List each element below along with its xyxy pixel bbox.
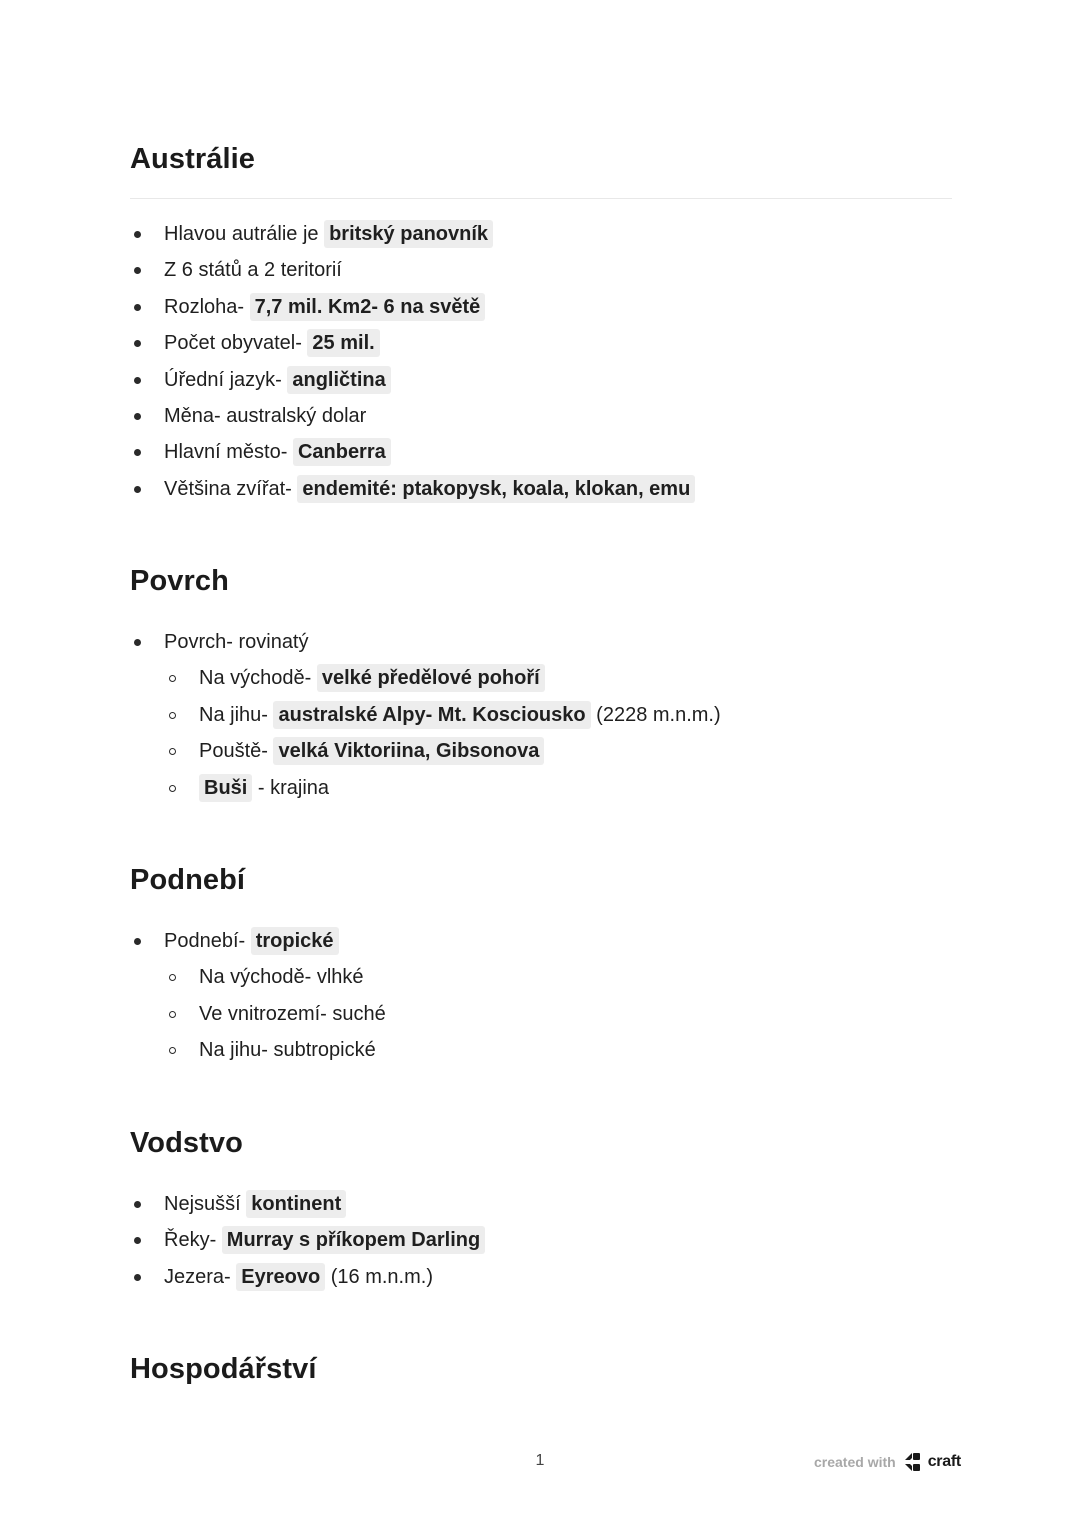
bullet-dot-icon bbox=[134, 377, 141, 384]
highlight: 25 mil. bbox=[307, 329, 379, 357]
list-item: Úřední jazyk- angličtina bbox=[130, 362, 952, 398]
page-number: 1 bbox=[535, 1452, 545, 1469]
highlight: australské Alpy- Mt. Kosciousko bbox=[273, 701, 590, 729]
list-item: Z 6 států a 2 teritorií bbox=[130, 252, 952, 288]
bullet-ring-icon bbox=[169, 785, 176, 792]
highlight: kontinent bbox=[246, 1190, 346, 1218]
highlight: angličtina bbox=[287, 366, 390, 394]
bullet-dot-icon bbox=[134, 486, 141, 493]
list-subitem: Na východě- velké předělové pohoří bbox=[130, 660, 952, 696]
list-item: Jezera- Eyreovo (16 m.n.m.) bbox=[130, 1259, 952, 1295]
list-item: Měna- australský dolar bbox=[130, 398, 952, 434]
bullet-ring-icon bbox=[169, 974, 176, 981]
highlight: britský panovník bbox=[324, 220, 493, 248]
list-subitem: Ve vnitrozemí- suché bbox=[130, 996, 952, 1032]
title-divider bbox=[130, 198, 952, 199]
highlight: velké předělové pohoří bbox=[317, 664, 545, 692]
created-with-craft-badge[interactable] bbox=[814, 1451, 961, 1473]
list-item: Povrch- rovinatý bbox=[130, 624, 952, 660]
list-podnebi bbox=[130, 923, 952, 1069]
bullet-dot-icon bbox=[134, 231, 141, 238]
bullet-dot-icon bbox=[134, 1201, 141, 1208]
list-subitem: Pouště- velká Viktoriina, Gibsonova bbox=[130, 733, 952, 769]
list-australie bbox=[130, 216, 952, 507]
list-item: Hlavou autrálie je britský panovník bbox=[130, 216, 952, 252]
bullet-dot-icon bbox=[134, 938, 141, 945]
bullet-dot-icon bbox=[134, 340, 141, 347]
highlight: Canberra bbox=[293, 438, 391, 466]
section-title-povrch: Povrch bbox=[130, 565, 229, 597]
list-item: Řeky- Murray s příkopem Darling bbox=[130, 1222, 952, 1258]
bullet-dot-icon bbox=[134, 413, 141, 420]
bullet-ring-icon bbox=[169, 712, 176, 719]
bullet-dot-icon bbox=[134, 449, 141, 456]
highlight: Murray s příkopem Darling bbox=[222, 1226, 485, 1254]
bullet-ring-icon bbox=[169, 675, 176, 682]
highlight: endemité: ptakopysk, koala, klokan, emu bbox=[297, 475, 695, 503]
bullet-dot-icon bbox=[134, 1274, 141, 1281]
list-item: Většina zvířat- endemité: ptakopysk, koala, klokan, emu bbox=[130, 471, 952, 507]
bullet-dot-icon bbox=[134, 1237, 141, 1244]
highlight: 7,7 mil. Km2- 6 na světě bbox=[250, 293, 486, 321]
highlight: velká Viktoriina, Gibsonova bbox=[273, 737, 544, 765]
list-item: Rozloha- 7,7 mil. Km2- 6 na světě bbox=[130, 289, 952, 325]
list-item: Hlavní město- Canberra bbox=[130, 434, 952, 470]
bullet-ring-icon bbox=[169, 1047, 176, 1054]
list-item: Nejsušší kontinent bbox=[130, 1186, 952, 1222]
section-title-australie: Austrálie bbox=[130, 143, 255, 175]
craft-brand-name: craft bbox=[927, 1453, 961, 1470]
craft-logo-icon bbox=[902, 1452, 922, 1472]
bullet-dot-icon bbox=[134, 639, 141, 646]
list-povrch bbox=[130, 624, 952, 806]
highlight: Buši bbox=[199, 774, 252, 802]
section-title-hospodarstvi: Hospodářství bbox=[130, 1353, 317, 1385]
list-item: Počet obyvatel- 25 mil. bbox=[130, 325, 952, 361]
list-subitem: Buši - krajina bbox=[130, 770, 952, 806]
list-subitem: Na jihu- australské Alpy- Mt. Kosciousko (2228 m.n.m.) bbox=[130, 697, 952, 733]
list-subitem: Na východě- vlhké bbox=[130, 959, 952, 995]
bullet-ring-icon bbox=[169, 748, 176, 755]
bullet-ring-icon bbox=[169, 1011, 176, 1018]
list-subitem: Na jihu- subtropické bbox=[130, 1032, 952, 1068]
bullet-dot-icon bbox=[134, 267, 141, 274]
section-title-podnebi: Podnebí bbox=[130, 864, 246, 896]
highlight: Eyreovo bbox=[236, 1263, 325, 1291]
list-vodstvo bbox=[130, 1186, 952, 1295]
highlight: tropické bbox=[251, 927, 339, 955]
bullet-dot-icon bbox=[134, 304, 141, 311]
created-with-label: created with bbox=[814, 1454, 896, 1470]
section-title-vodstvo: Vodstvo bbox=[130, 1127, 243, 1159]
list-item: Podnebí- tropické bbox=[130, 923, 952, 959]
